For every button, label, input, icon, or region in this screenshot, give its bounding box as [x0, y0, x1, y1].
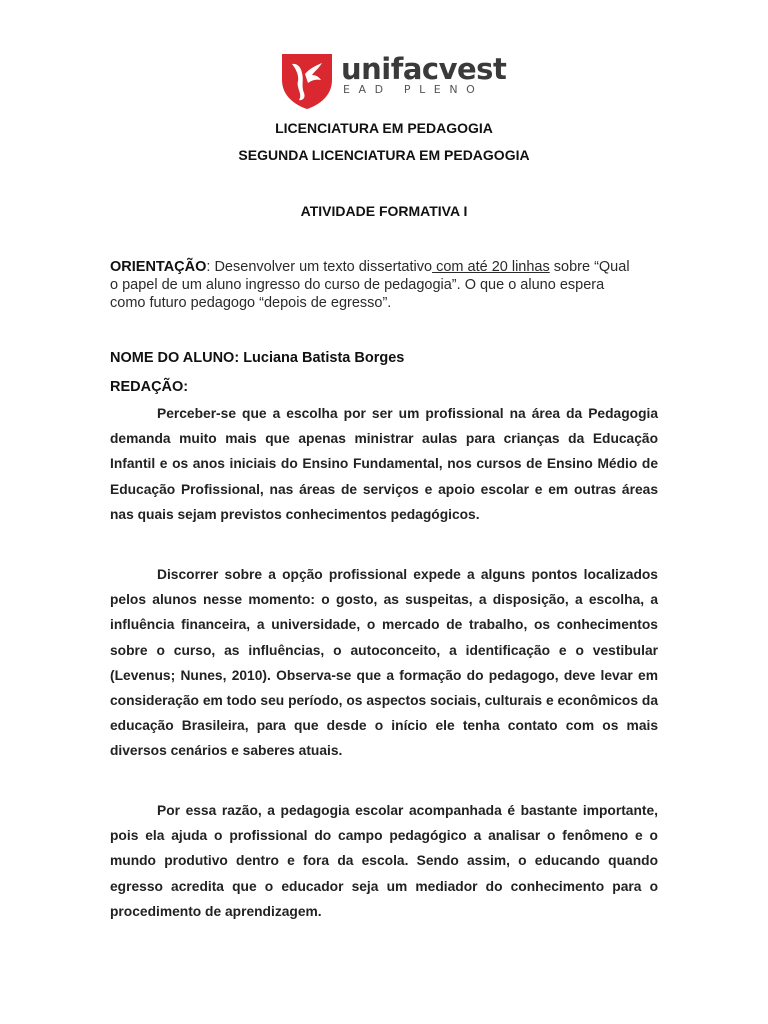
activity-heading: ATIVIDADE FORMATIVA I [300, 203, 468, 219]
brand-subtitle: EAD PLENO [343, 83, 484, 96]
orientation-line-limit: com até 20 linhas [432, 259, 550, 275]
essay-label: REDAÇÃO: [110, 379, 189, 395]
orientation-topic: sobre “Qual o papel de um aluno ingresso do curso de pedagogia”. O que o aluno espera como futuro pedagogo “depois de egresso”. [110, 259, 630, 311]
essay-paragraph-1: Perceber-se que a escolha por ser um profissional na área da Pedagogia demanda muito mais que apenas ministrar aulas para crianças da Educação Infantil e os anos iniciais do Ensino Fundamental, nos cursos de Ensino Médio de Educação Profissional, nas áreas de serviços e apoio escolar e em outras áreas nas quais sejam previstos conhecimentos pedagógicos. [110, 406, 658, 522]
essay-paragraph-3: Por essa razão, a pedagogia escolar acompanhada é bastante importante, pois ela ajuda o profissional do campo pedagógico a analisar o fenômeno e o mundo produtivo dentro e fora da escola. Sendo assim, o educando quando egresso acredita que o educador seja um mediador do conhecimento para o procedimento de aprendizagem. [110, 803, 658, 919]
course-heading: LICENCIATURA EM PEDAGOGIA [275, 120, 493, 136]
student-name-value: Luciana Batista Borges [243, 350, 405, 366]
student-name-line [110, 349, 404, 367]
brand-name: unifacvest [341, 52, 507, 86]
student-name-label: NOME DO ALUNO: [110, 350, 240, 366]
brand-logo [277, 50, 507, 110]
unifacvest-logo-icon [277, 50, 337, 110]
orientation-block [110, 258, 640, 312]
program-heading: SEGUNDA LICENCIATURA EM PEDAGOGIA [238, 147, 530, 163]
essay-paragraph-2: Discorrer sobre a opção profissional expede a alguns pontos localizados pelos alunos nesse momento: o gosto, as suspeitas, a disposição, a escolha, a influência financeira, a universidade, o mercado de trabalho, os conhecimentos sobre o curso, as influências, o autoconceito, a identificação e o vestibular (Levenus; Nunes, 2010). Observa-se que a formação do pedagogo, deve levar em consideração em todo seu período, os aspectos sociais, culturais e econômicos da educação Brasileira, para que desde o início ele tenha contato com os mais diversos cenários e saberes atuais. [110, 567, 658, 759]
orientation-label: ORIENTAÇÃO [110, 259, 207, 275]
orientation-text: : Desenvolver um texto dissertativo [206, 259, 433, 275]
